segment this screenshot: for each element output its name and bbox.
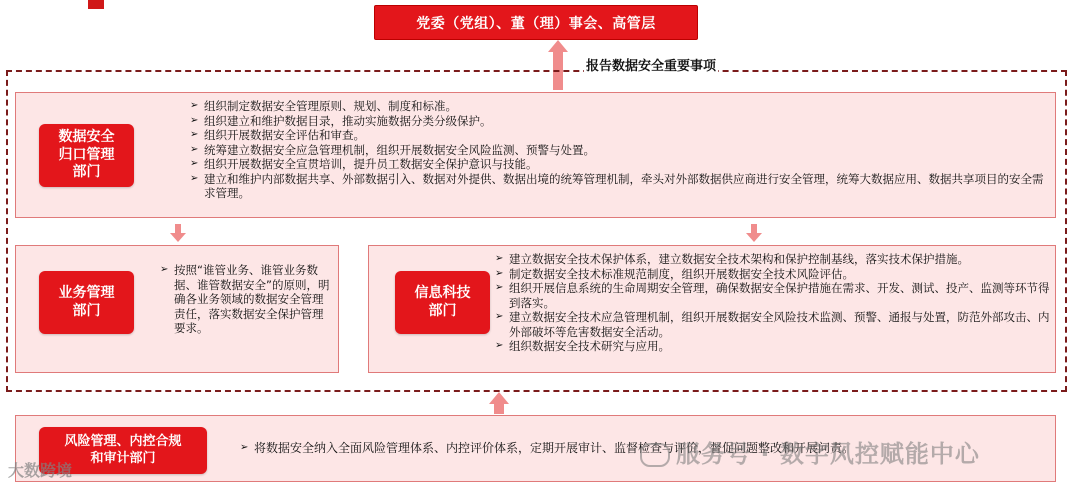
up-arrow-icon [489,392,509,414]
badge-line: 部门 [72,164,101,181]
duty-item: ➢ 组织开展信息系统的生命周期安全管理，确保数据安全保护措施在需求、开发、测试、投产、监测等环节得到落实。 [495,281,1053,310]
top-leadership-box: 党委（党组）、董（理）事会、高管层 [374,5,698,40]
duty-item: ➢ 建立数据安全技术应急管理机制，组织开展数据安全风险技术监测、预警、通报与处置，防范外部攻击、内外部破坏等危害数据安全活动。 [495,310,1053,339]
duty-item: ➢ 组织建立和维护数据目录，推动实施数据分类分级保护。 [190,114,1050,129]
down-arrow-icon [747,224,761,243]
wechat-icon [640,443,670,467]
duty-item: ➢ 统筹建立数据安全应急管理机制，组织开展数据安全风险监测、预警与处置。 [190,143,1050,158]
badge-line: 风险管理、内控合规 [64,434,182,450]
down-arrow-icon [171,224,185,243]
badge-line: 和审计部门 [90,450,156,466]
duty-item: ➢ 组织开展数据安全宣贯培训，提升员工数据安全保护意识与技能。 [190,157,1050,172]
duty-item: ➢ 制定数据安全技术标准规范制度，组织开展数据安全技术风险评估。 [495,267,1053,282]
watermark [640,434,980,469]
badge-line: 数据安全 [58,129,115,146]
badge-line: 归口管理 [58,146,115,163]
duty-item: ➢ 组织开展数据安全评估和审查。 [190,128,1050,143]
duty-item: ➢ 建立和维护内部数据共享、外部数据引入、数据对外提供、数据出境的统筹管理机制，牵头对外部数据供应商进行安全管理，统筹大数据应用、数据共享项目的安全需求管理。 [190,172,1050,201]
badge-line: 部门 [428,302,457,319]
duty-item: ➢ 按照“谁管业务、谁管业务数据、谁管数据安全”的原则，明确各业务领域的数据安全管理责任，落实数据安全保护管理要求。 [160,263,332,336]
data-security-duties [190,99,1050,201]
it-duties [495,252,1053,354]
data-security-unit-badge [39,124,134,187]
business-duties [160,263,332,336]
business-unit-badge [39,271,134,334]
it-unit-badge [395,271,490,334]
badge-line: 信息科技 [414,285,471,301]
report-label: 报告数据安全重要事项 [584,55,718,74]
source-watermark: 大数跨境 [8,461,73,480]
duty-item: ➢ 将数据安全纳入全面风险管理体系、内控评价体系，定期开展审计、监督检查与评价，督促问题整改和开展问责。 [240,441,1040,456]
corner-accent [88,0,104,9]
badge-line: 业务管理 [58,285,115,301]
duty-item: ➢ 建立数据安全技术保护体系，建立数据安全技术架构和保护控制基线，落实技术保护措施。 [495,252,1053,267]
badge-line: 部门 [72,302,101,319]
watermark-text: 服务号 · 数字风控赋能中心 [676,440,980,468]
duty-item: ➢ 组织数据安全技术研究与应用。 [495,339,1053,354]
duty-item: ➢ 组织制定数据安全管理原则、规划、制度和标准。 [190,99,1050,114]
